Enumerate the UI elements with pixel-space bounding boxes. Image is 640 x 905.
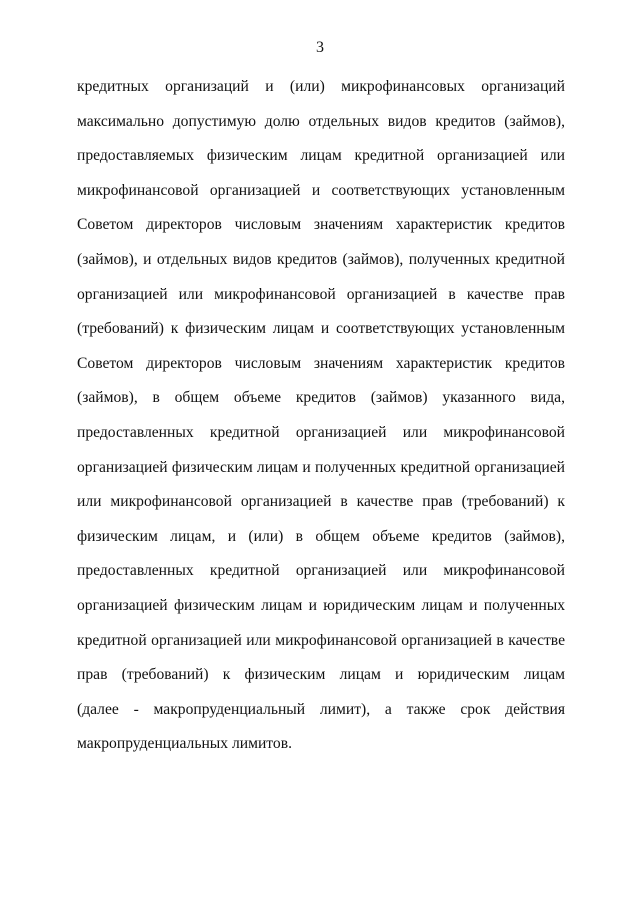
text-line: кредитной организацией или микрофинансовой организацией в качестве (77, 631, 565, 649)
text-line: Советом директоров числовым значениям характеристик кредитов (77, 354, 565, 372)
text-line: предоставленных кредитной организацией или микрофинансовой (77, 423, 565, 441)
text-line: предоставляемых физическим лицам кредитной организацией или (77, 147, 565, 165)
text-line: физическим лицам, и (или) в общем объеме кредитов (займов), (77, 527, 565, 545)
text-line: прав (требований) к физическим лицам и юридическим лицам (77, 666, 565, 684)
text-line: (далее - макропруденциальный лимит), а также срок действия (77, 700, 565, 718)
text-line: (займов), и отдельных видов кредитов (займов), полученных кредитной (77, 250, 565, 268)
text-line: (займов), в общем объеме кредитов (займов) указанного вида, (77, 389, 565, 407)
text-line: организацией или микрофинансовой организацией в качестве прав (77, 285, 565, 303)
text-line: организацией физическим лицам и юридическим лицам и полученных (77, 596, 565, 614)
body-paragraph (77, 76, 565, 768)
text-line: или микрофинансовой организацией в качестве прав (требований) к (77, 493, 565, 511)
text-line: кредитных организаций и (или) микрофинансовых организаций (77, 78, 565, 95)
text-line: Советом директоров числовым значениям характеристик кредитов (77, 216, 565, 234)
text-line: максимально допустимую долю отдельных видов кредитов (займов), (77, 112, 565, 130)
text-line: организацией физическим лицам и полученных кредитной организацией (77, 458, 565, 476)
text-line: микрофинансовой организацией и соответствующих установленным (77, 181, 565, 199)
page-number: 3 (316, 39, 324, 56)
text-line: макропруденциальных лимитов. (77, 735, 292, 753)
text-line: предоставленных кредитной организацией или микрофинансовой (77, 562, 565, 580)
text-line: (требований) к физическим лицам и соответствующих установленным (77, 320, 565, 338)
